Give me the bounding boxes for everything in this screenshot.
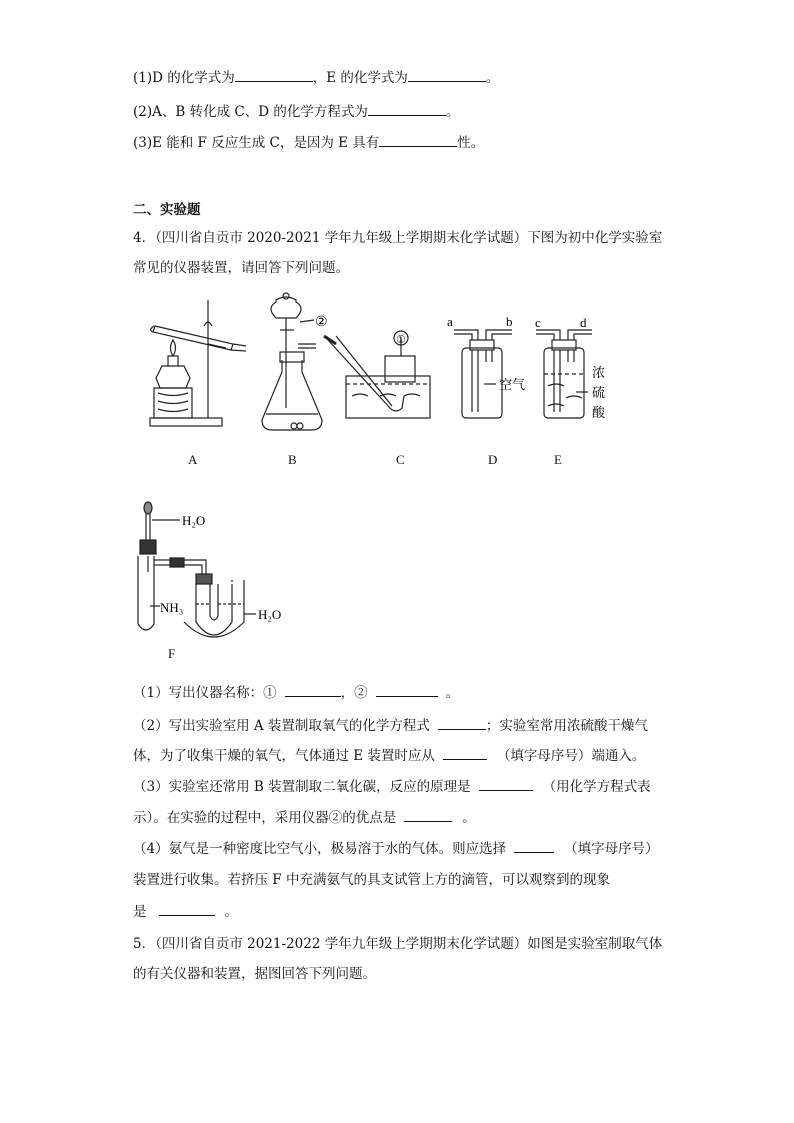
label-d: D — [488, 452, 498, 467]
q4-sub4-line2: 装置进行收集。若挤压 F 中充满氨气的具支试管上方的滴管，可以观察到的现象 — [133, 872, 610, 888]
q4-sub1 — [133, 681, 459, 701]
q4-sub3-text-c: 示）。在实验的过程中，采用仪器②的优点是 — [133, 810, 397, 826]
answer-blank[interactable] — [443, 747, 487, 760]
label-c: C — [396, 452, 405, 467]
q4-sub4-line1 — [133, 837, 659, 857]
q3-part2-text: (2)A、B 转化成 C、D 的化学方程式为 — [133, 104, 368, 120]
q3-part1-text-b: ，E 的化学式为 — [312, 70, 408, 86]
q4-sub4-text-b: （填字母序号） — [564, 841, 659, 857]
label-f: F — [168, 646, 176, 661]
q4-sub2-text-c: 体，为了收集干燥的氧气，气体通过 E 装置时应从 — [133, 748, 435, 764]
q4-sub1-end: 。 — [445, 685, 460, 701]
q4-sub2-text-b: ；实验室常用浓硫酸干燥气 — [485, 718, 648, 734]
q3-part3-text: (3)E 能和 F 反应生成 C，是因为 E 具有 — [133, 135, 380, 151]
answer-blank[interactable] — [438, 717, 486, 730]
q4-sub3-end: 。 — [462, 810, 476, 826]
q4-sub2-line1 — [133, 714, 648, 734]
e-port-d: d — [580, 315, 587, 330]
air-label: 空气 — [499, 377, 526, 392]
acid-label-2: 硫 — [592, 385, 606, 400]
q5-stem-line1: 5．（四川省自贡市 2021-2022 学年九年级上学期期末化学试题）如图是实验室制取气体 — [133, 936, 663, 952]
label-a: A — [188, 452, 198, 467]
q4-sub3-text: （3）实验室还常用 B 装置制取二氧化碳，反应的原理是 — [133, 779, 471, 795]
q3-part2-end: 。 — [445, 104, 460, 120]
label-e: E — [554, 452, 562, 467]
q4-sub2-line2 — [133, 744, 645, 764]
q4-sub2-text-d: （填字母序号）端通入。 — [496, 748, 646, 764]
q3-part3-end: 性。 — [457, 135, 485, 151]
nh3-label: NH₃ — [160, 600, 184, 615]
q4-stem-line2: 常见的仪器装置，请回答下列问题。 — [133, 260, 349, 276]
q4-sub4-end: 。 — [224, 904, 238, 920]
answer-blank[interactable] — [404, 809, 452, 822]
q4-sub4-line3 — [133, 900, 238, 920]
answer-blank[interactable] — [376, 684, 438, 697]
e-port-c: c — [535, 315, 541, 330]
q4-sub1-text-b: ，② — [340, 685, 368, 701]
d-port-a: a — [447, 314, 453, 329]
answer-blank[interactable] — [514, 840, 554, 853]
label-b: B — [288, 452, 297, 467]
q4-sub3-line2 — [133, 806, 476, 826]
q4-sub3-text-b: （用化学方程式表 — [542, 779, 651, 795]
h2o-top-label: H₂O — [182, 513, 206, 528]
q4-sub4-text-d: 是 — [133, 904, 147, 920]
answer-blank[interactable] — [285, 684, 341, 697]
q4-stem-line1: 4．（四川省自贡市 2020-2021 学年九年级上学期期末化学试题）下图为初中化学实验室 — [133, 230, 663, 246]
q4-sub4-text: （4）氨气是一种密度比空气小，极易溶于水的气体。则应选择 — [133, 841, 507, 857]
answer-blank[interactable] — [479, 778, 533, 791]
q4-sub3-line1 — [133, 775, 651, 795]
q3-part1-text: (1)D 的化学式为 — [133, 70, 235, 86]
acid-label-3: 酸 — [592, 405, 606, 420]
acid-label-1: 浓 — [592, 365, 606, 380]
q3-part1-end: 。 — [485, 70, 500, 86]
section-title: 二、实验题 — [133, 202, 201, 218]
d-port-b: b — [506, 314, 513, 329]
circle1-mark: ① — [396, 334, 406, 346]
q4-sub2-text: （2）写出实验室用 A 装置制取氧气的化学方程式 — [133, 718, 430, 734]
circle2-mark: ② — [315, 315, 328, 330]
h2o-u-label: H₂O — [258, 607, 282, 622]
q4-sub1-text: （1）写出仪器名称：① — [133, 685, 277, 701]
q5-stem-line2: 的有关仪器和装置，据图回答下列问题。 — [133, 966, 376, 982]
answer-blank[interactable] — [159, 903, 215, 916]
